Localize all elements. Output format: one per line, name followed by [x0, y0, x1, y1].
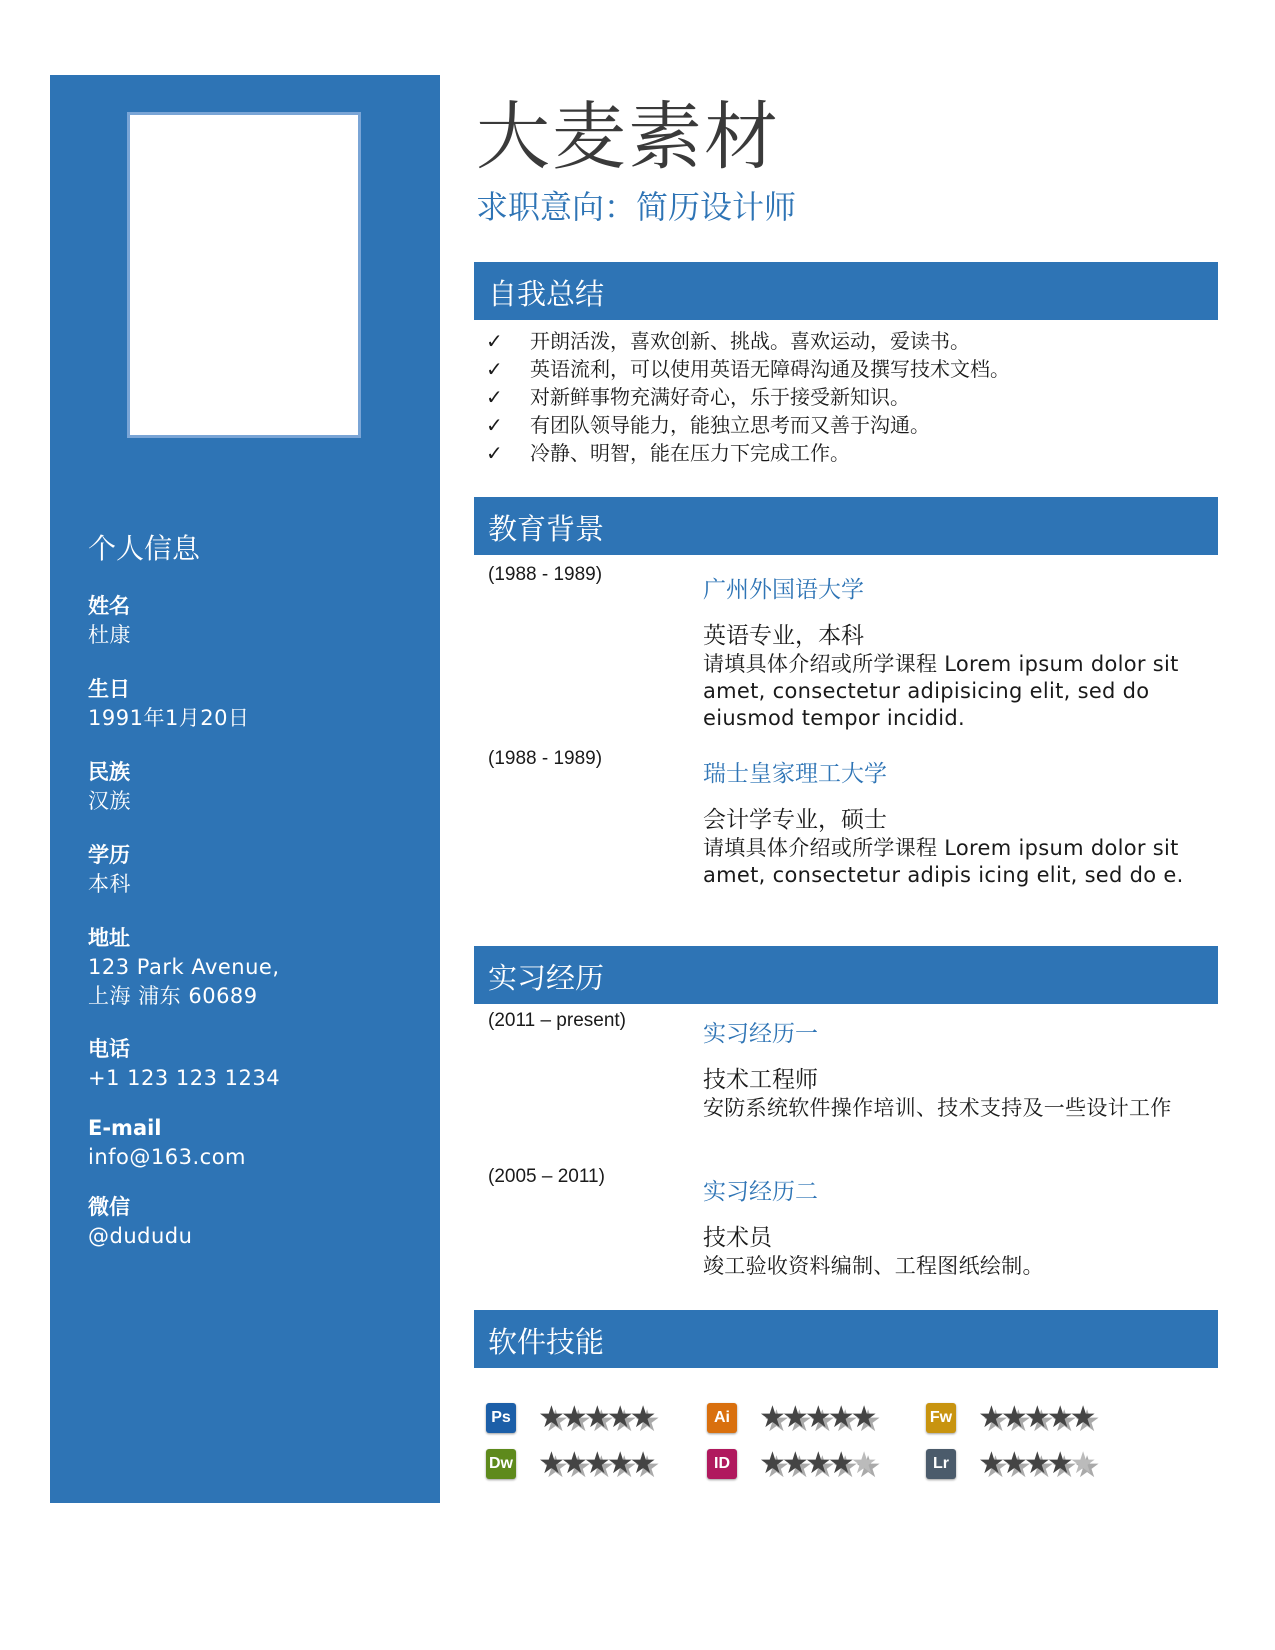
list-item — [486, 411, 1010, 439]
skill-item — [926, 1400, 1093, 1435]
skill-item — [707, 1446, 874, 1481]
info-name — [88, 592, 131, 650]
star-icon: ★ — [804, 1400, 828, 1435]
info-label: 学历 — [88, 843, 130, 867]
summary-list — [486, 327, 1010, 467]
star-icon: ★ — [606, 1400, 630, 1435]
star-icon: ★ — [1000, 1446, 1024, 1481]
info-label: 民族 — [88, 760, 130, 784]
info-label: 电话 — [88, 1037, 130, 1061]
edu-entry — [703, 575, 1203, 732]
info-label: 微信 — [88, 1195, 130, 1219]
resume-name: 大麦素材 — [476, 94, 780, 180]
star-icon: ★ — [781, 1446, 805, 1481]
list-item — [486, 327, 1010, 355]
info-value: 本科 — [88, 872, 131, 896]
star-icon: ★ — [759, 1400, 782, 1435]
star-icon: ★ — [759, 1446, 782, 1481]
info-label: 姓名 — [88, 594, 130, 618]
check-icon: ✓ — [486, 413, 503, 437]
star-icon: ★ — [606, 1446, 630, 1481]
star-icon: ★ — [629, 1446, 653, 1481]
info-label: E-mail — [88, 1116, 162, 1140]
skills-grid — [486, 1400, 1226, 1510]
rating-stars — [978, 1446, 1093, 1481]
star-icon: ★ — [1023, 1446, 1047, 1481]
rating-stars — [759, 1446, 874, 1481]
info-wechat — [88, 1193, 192, 1251]
star-icon: ★ — [1046, 1400, 1070, 1435]
edu-description: 请填具体介绍或所学课程 Lorem ipsum dolor sit amet, consectetur adipisicing elit, sed do eiusmod tempor incidid. — [703, 652, 1179, 730]
star-icon: ★ — [538, 1400, 561, 1435]
edu-entry — [703, 759, 1203, 889]
skill-item — [486, 1400, 653, 1435]
check-icon: ✓ — [486, 329, 503, 353]
personal-info-title: 个人信息 — [88, 532, 201, 565]
star-icon: ★ — [1000, 1400, 1024, 1435]
edu-date: (1988 - 1989) — [488, 564, 603, 585]
star-icon: ★ — [978, 1446, 1001, 1481]
info-ethnicity — [88, 758, 131, 816]
skill-item — [486, 1446, 653, 1481]
job-objective: 求职意向：简历设计师 — [476, 188, 797, 226]
summary-text: 对新鲜事物充满好奇心，乐于接受新知识。 — [530, 385, 910, 409]
intern-role: 技术员 — [703, 1225, 772, 1251]
star-icon: ★ — [804, 1446, 828, 1481]
star-icon: ★ — [583, 1400, 607, 1435]
star-icon: ★ — [850, 1446, 874, 1481]
dreamweaver-icon: Dw — [486, 1449, 516, 1479]
lightroom-icon: Lr — [926, 1449, 956, 1479]
star-icon: ★ — [560, 1446, 584, 1481]
info-value: +1 123 123 1234 — [88, 1066, 281, 1090]
star-icon: ★ — [1069, 1400, 1093, 1435]
summary-text: 有团队领导能力，能独立思考而又善于沟通。 — [530, 413, 930, 437]
check-icon: ✓ — [486, 357, 503, 381]
star-icon: ★ — [583, 1446, 607, 1481]
star-icon: ★ — [629, 1400, 653, 1435]
list-item — [486, 439, 1010, 467]
indesign-icon: ID — [707, 1449, 737, 1479]
sidebar — [50, 75, 440, 1503]
info-value: 杜康 — [88, 623, 131, 647]
edu-major: 英语专业，本科 — [703, 623, 864, 649]
summary-text: 开朗活泼，喜欢创新、挑战。喜欢运动，爱读书。 — [530, 329, 970, 353]
info-email — [88, 1114, 246, 1172]
summary-text: 英语流利，可以使用英语无障碍沟通及撰写技术文档。 — [530, 357, 1010, 381]
star-icon: ★ — [827, 1400, 851, 1435]
intern-title: 实习经历一 — [703, 1021, 818, 1047]
section-internship-header: 实习经历 — [474, 946, 1218, 1004]
intern-entry — [703, 1019, 1203, 1122]
section-education-header: 教育背景 — [474, 497, 1218, 555]
intern-date: (2005 – 2011) — [488, 1166, 605, 1187]
star-icon: ★ — [560, 1400, 584, 1435]
intern-title: 实习经历二 — [703, 1179, 818, 1205]
rating-stars — [759, 1400, 874, 1435]
edu-school: 广州外国语大学 — [703, 577, 864, 603]
edu-major: 会计学专业，硕士 — [703, 807, 887, 833]
info-label: 地址 — [88, 926, 130, 950]
summary-text: 冷静、明智，能在压力下完成工作。 — [530, 441, 850, 465]
info-degree — [88, 841, 131, 899]
info-address — [88, 924, 280, 1011]
star-icon: ★ — [781, 1400, 805, 1435]
skill-item — [926, 1446, 1093, 1481]
info-value: 1991年1月20日 — [88, 706, 250, 730]
info-value: 123 Park Avenue, — [88, 955, 280, 979]
list-item — [486, 355, 1010, 383]
info-value-line2: 上海 浦东 60689 — [88, 984, 258, 1008]
list-item — [486, 383, 1010, 411]
rating-stars — [538, 1400, 653, 1435]
info-phone — [88, 1035, 280, 1093]
intern-description: 竣工验收资料编制、工程图纸绘制。 — [703, 1254, 1044, 1278]
info-value: @dududu — [88, 1224, 193, 1248]
star-icon: ★ — [978, 1400, 1001, 1435]
section-skills-header: 软件技能 — [474, 1310, 1218, 1368]
intern-role: 技术工程师 — [703, 1067, 818, 1093]
star-icon: ★ — [1023, 1400, 1047, 1435]
photo-placeholder — [127, 112, 361, 438]
edu-date: (1988 - 1989) — [488, 748, 603, 769]
skill-item — [707, 1400, 874, 1435]
info-value: info@163.com — [88, 1145, 246, 1169]
section-summary-header: 自我总结 — [474, 262, 1218, 320]
check-icon: ✓ — [486, 441, 503, 465]
fireworks-icon: Fw — [926, 1403, 956, 1433]
info-label: 生日 — [88, 677, 130, 701]
star-icon: ★ — [1069, 1446, 1093, 1481]
photoshop-icon: Ps — [486, 1403, 516, 1433]
intern-entry — [703, 1177, 1203, 1280]
rating-stars — [538, 1446, 653, 1481]
star-icon: ★ — [850, 1400, 874, 1435]
edu-description: 请填具体介绍或所学课程 Lorem ipsum dolor sit amet, consectetur adipis icing elit, sed do e. — [703, 836, 1184, 887]
star-icon: ★ — [1046, 1446, 1070, 1481]
rating-stars — [978, 1400, 1093, 1435]
star-icon: ★ — [538, 1446, 561, 1481]
illustrator-icon: Ai — [707, 1403, 737, 1433]
info-birthday — [88, 675, 250, 733]
intern-date: (2011 – present) — [488, 1010, 627, 1031]
intern-description: 安防系统软件操作培训、技术支持及一些设计工作 — [703, 1096, 1172, 1120]
check-icon: ✓ — [486, 385, 503, 409]
star-icon: ★ — [827, 1446, 851, 1481]
edu-school: 瑞士皇家理工大学 — [703, 761, 887, 787]
info-value: 汉族 — [88, 789, 131, 813]
